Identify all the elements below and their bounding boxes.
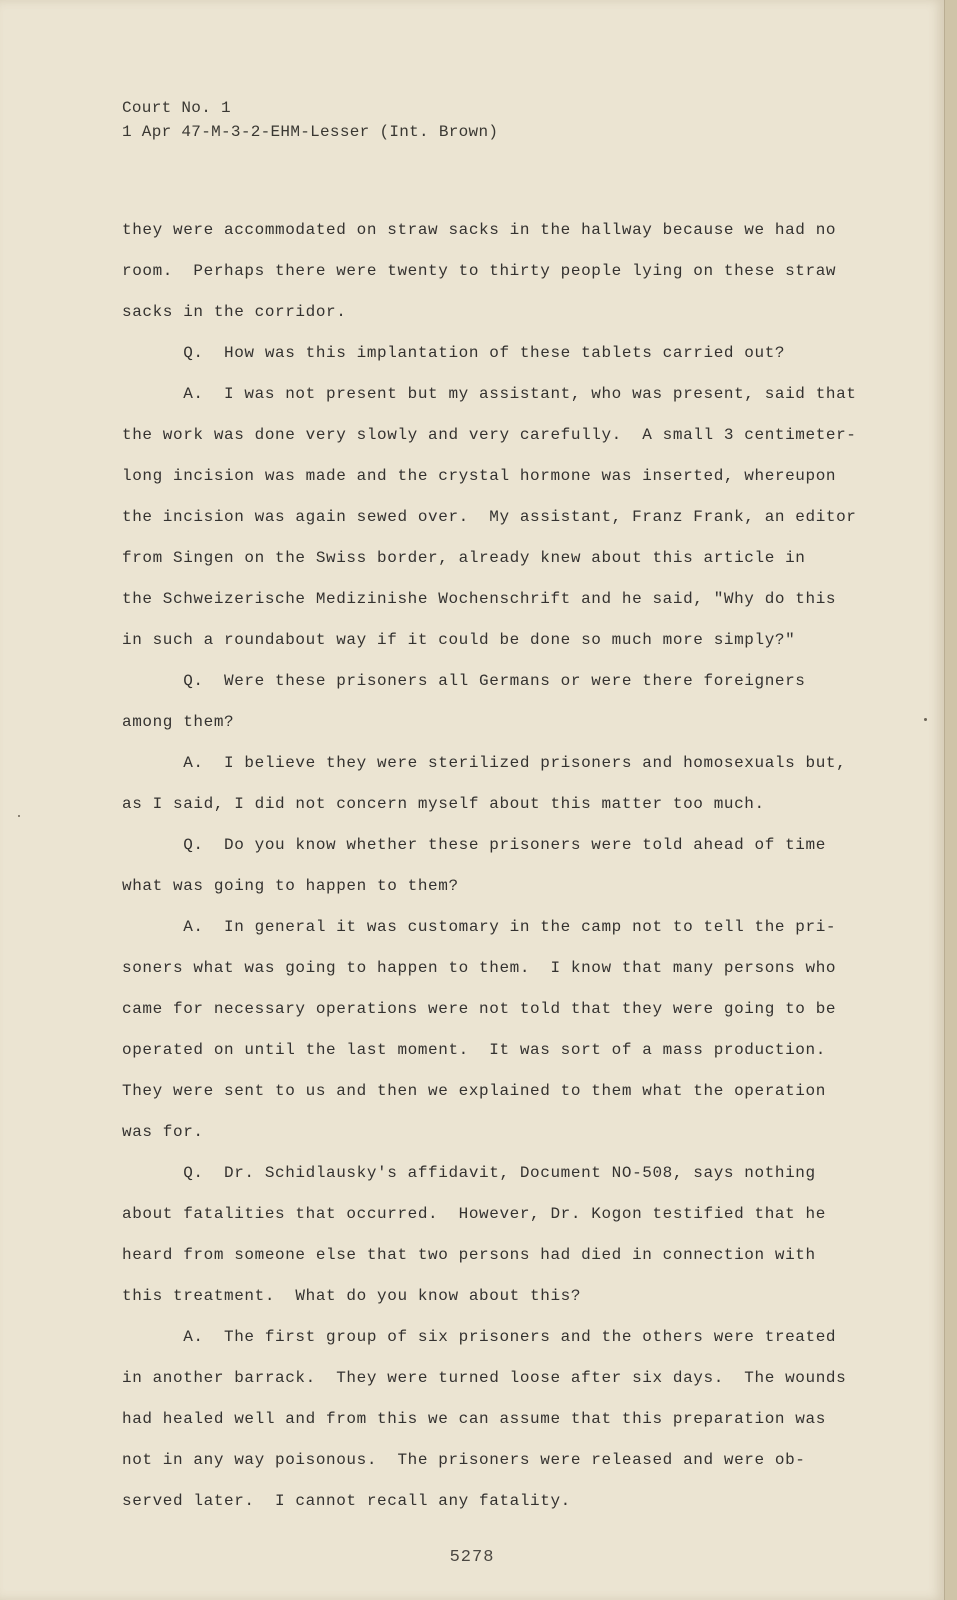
document-header: [122, 96, 498, 144]
transcript-line: about fatalities that occurred. However, Dr. Kogon testified that he: [122, 1205, 826, 1223]
transcript-line: sacks in the corridor.: [122, 303, 347, 321]
transcript-line: the incision was again sewed over. My assistant, Franz Frank, an editor: [122, 508, 857, 526]
transcript-line: served later. I cannot recall any fatality.: [122, 1492, 571, 1510]
transcript-line: soners what was going to happen to them. I know that many persons who: [122, 959, 837, 977]
transcript-line: A. In general it was customary in the camp not to tell the pri-: [122, 918, 837, 936]
transcript-line: Q. Dr. Schidlausky's affidavit, Document NO-508, says nothing: [122, 1164, 816, 1182]
transcript-line: Q. How was this implantation of these tablets carried out?: [122, 344, 786, 362]
transcript-line: among them?: [122, 713, 235, 731]
transcript-line: what was going to happen to them?: [122, 877, 459, 895]
court-number: Court No. 1: [122, 99, 231, 117]
transcript-line: had healed well and from this we can assume that this preparation was: [122, 1410, 826, 1428]
transcript-line: A. I believe they were sterilized prisoners and homosexuals but,: [122, 754, 847, 772]
transcript-line: long incision was made and the crystal hormone was inserted, whereupon: [122, 467, 837, 485]
transcript-body: [122, 218, 862, 1530]
transcript-line: A. I was not present but my assistant, who was present, said that: [122, 385, 857, 403]
transcript-line: they were accommodated on straw sacks in the hallway because we had no: [122, 221, 837, 239]
transcript-line: this treatment. What do you know about this?: [122, 1287, 582, 1305]
transcript-line: room. Perhaps there were twenty to thirty people lying on these straw: [122, 262, 837, 280]
transcript-line: heard from someone else that two persons had died in connection with: [122, 1246, 816, 1264]
transcript-line: A. The first group of six prisoners and the others were treated: [122, 1328, 837, 1346]
transcript-line: the work was done very slowly and very carefully. A small 3 centimeter-: [122, 426, 857, 444]
transcript-line: not in any way poisonous. The prisoners were released and were ob-: [122, 1451, 806, 1469]
paper-speck: [924, 718, 927, 721]
paper-speck: [18, 815, 20, 817]
page-edge: [945, 0, 957, 1600]
transcript-line: operated on until the last moment. It was sort of a mass production.: [122, 1041, 826, 1059]
transcript-line: Q. Do you know whether these prisoners were told ahead of time: [122, 836, 826, 854]
page-number: 5278: [449, 1548, 495, 1567]
transcript-line: They were sent to us and then we explained to them what the operation: [122, 1082, 826, 1100]
transcript-line: as I said, I did not concern myself about this matter too much.: [122, 795, 765, 813]
transcript-line: in another barrack. They were turned loose after six days. The wounds: [122, 1369, 847, 1387]
session-reference: 1 Apr 47-M-3-2-EHM-Lesser (Int. Brown): [122, 123, 499, 141]
transcript-line: in such a roundabout way if it could be done so much more simply?": [122, 631, 796, 649]
transcript-line: came for necessary operations were not told that they were going to be: [122, 1000, 837, 1018]
transcript-line: was for.: [122, 1123, 204, 1141]
transcript-line: from Singen on the Swiss border, already knew about this article in: [122, 549, 806, 567]
transcript-line: Q. Were these prisoners all Germans or were there foreigners: [122, 672, 806, 690]
transcript-line: the Schweizerische Medizinishe Wochenschrift and he said, "Why do this: [122, 590, 837, 608]
